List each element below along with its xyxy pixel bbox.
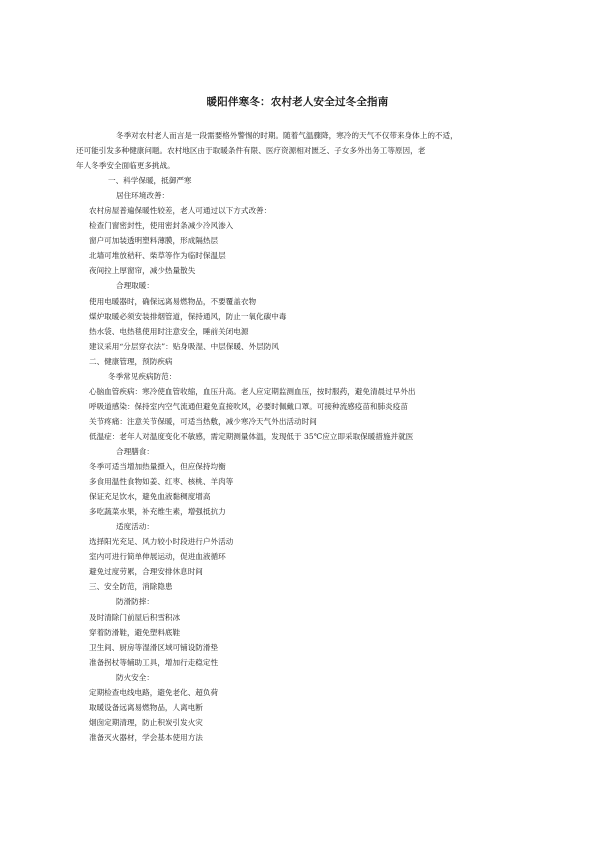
content-line: 冬季可适当增加热量摄入，但应保持均衡 (89, 462, 226, 472)
content-line: 合理膳食： (116, 446, 154, 456)
content-line: 三、安全防范，消除隐患 (89, 582, 173, 592)
content-line: 穿着防滑鞋，避免塑料底鞋 (89, 627, 181, 637)
content-line: 合理取暖： (116, 281, 154, 291)
intro-line: 冬季对农村老人而言是一段需要格外警惕的时期。随着气温骤降，寒冷的天气不仅带来身体上的不适， (116, 131, 458, 140)
intro-line: 还可能引发多种健康问题。农村地区由于取暖条件有限、医疗资源相对匮乏、子女多外出务工等原因，老 (76, 146, 426, 156)
content-line: 北墙可堆放秸秆、柴草等作为临时保温层 (89, 251, 226, 261)
content-line: 多吃蔬菜水果，补充维生素，增强抵抗力 (89, 507, 226, 517)
content-line: 室内可进行简单伸展运动，促进血液循环 (89, 552, 226, 562)
content-line: 准备拐杖等辅助工具，增加行走稳定性 (89, 657, 219, 667)
content-line: 居住环境改善： (116, 191, 170, 201)
content-line: 多食用温性食物如姜、红枣、核桃、羊肉等 (89, 477, 234, 487)
content-line: 一、科学保暖，抵御严寒 (108, 176, 192, 186)
content-line: 避免过度劳累，合理安排休息时间 (89, 567, 203, 577)
content-line: 取暖设备远离易燃物品，人离电断 (89, 702, 203, 712)
content-line: 煤炉取暖必须安装排烟管道，保持通风，防止一氧化碳中毒 (89, 311, 287, 321)
content-line: 冬季常见疾病防范： (108, 371, 177, 381)
intro-line: 年人冬季安全面临更多挑战。 (76, 161, 175, 171)
content-line: 防滑防摔： (116, 597, 154, 607)
content-line: 热水袋、电热毯使用时注意安全，睡前关闭电源 (89, 326, 249, 336)
content-line: 建议采用“分层穿衣法”：贴身吸湿、中层保暖、外层防风 (89, 341, 280, 351)
document-body (76, 128, 529, 745)
content-line: 适度活动： (116, 522, 154, 532)
content-line: 检查门窗密封性，使用密封条减少冷风渗入 (89, 221, 234, 231)
content-line: 关节疼痛：注意关节保暖，可适当热敷，减少寒冷天气外出活动时间 (89, 416, 317, 426)
content-line: 二、健康管理，预防疾病 (89, 356, 173, 366)
content-line: 及时清除门前屋后积雪积冰 (89, 612, 181, 622)
document-title: 暖阳伴寒冬：农村老人安全过冬全指南 (206, 96, 389, 108)
content-line: 农村房屋普遍保暖性较差，老人可通过以下方式改善： (89, 206, 272, 216)
content-line: 选择阳光充足、风力较小时段进行户外活动 (89, 537, 234, 547)
intro-paragraph (76, 128, 529, 173)
content-line: 呼吸道感染：保持室内空气流通但避免直接吹风，必要时佩戴口罩。可接种流感疫苗和肺炎疫苗 (89, 401, 408, 411)
content-line: 卫生间、厨房等湿滑区域可铺设防滑垫 (89, 642, 219, 652)
content-line: 心脑血管疾病：寒冷使血管收缩，血压升高。老人应定期监测血压，按时服药，避免清晨过早外出 (89, 386, 416, 396)
content-line: 使用电暖器时，确保远离易燃物品，不要覆盖衣物 (89, 296, 257, 306)
content-line: 定期检查电线电路，避免老化、超负荷 (89, 687, 219, 697)
content-line: 防火安全： (116, 672, 154, 682)
content-line: 窗户可加装透明塑料薄膜，形成隔热层 (89, 236, 219, 246)
content-line: 烟囱定期清理，防止积炭引发火灾 (89, 717, 203, 727)
content-lines (89, 173, 529, 745)
content-line: 夜间拉上厚窗帘，减少热量散失 (89, 266, 196, 276)
content-line: 准备灭火器材，学会基本使用方法 (89, 732, 203, 742)
content-line: 保证充足饮水，避免血液黏稠度增高 (89, 492, 211, 502)
content-line: 低温症：老年人对温度变化不敏感，需定期测量体温，发现低于 35℃应立即采取保暖措施并就医 (89, 431, 414, 441)
